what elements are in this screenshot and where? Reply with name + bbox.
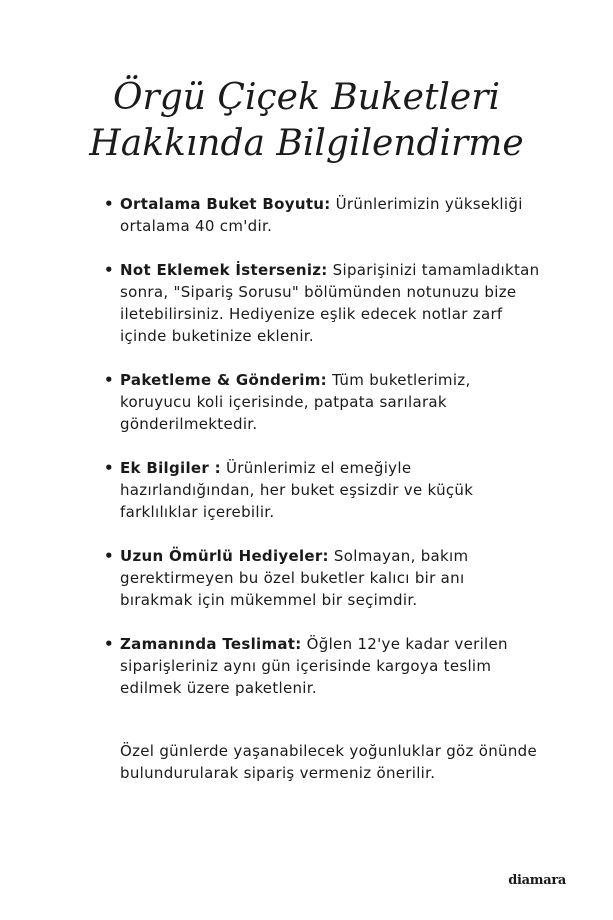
info-item-timely-delivery <box>104 633 540 699</box>
info-item-label: Not Eklemek İsterseniz: <box>120 261 328 279</box>
info-item-label: Ek Bilgiler : <box>120 459 221 477</box>
info-item-bouquet-size <box>104 193 540 237</box>
info-list <box>104 193 540 721</box>
bullet-icon: • <box>104 261 114 279</box>
info-item-label: Ortalama Buket Boyutu: <box>120 195 331 213</box>
bullet-icon: • <box>104 371 114 389</box>
info-item-text: Siparişinizi tamamladıktan sonra, "Sipariş Sorusu" bölümünden notunuzu bize iletebilirsiniz. Hediyenize eşlik edecek notlar zarf içinde buketinize eklenir. <box>120 261 540 345</box>
info-item-text: Öğlen 12'ye kadar verilen siparişleriniz aynı gün içerisinde kargoya teslim edilmek üzere paketlenir. <box>120 635 508 697</box>
bullet-icon: • <box>104 195 114 213</box>
info-item-text: Tüm buketlerimiz, koruyucu koli içerisinde, patpata sarılarak gönderilmektedir. <box>120 371 471 433</box>
info-item-packaging-shipping <box>104 369 540 435</box>
info-item-add-note <box>104 259 540 347</box>
info-item-label: Uzun Ömürlü Hediyeler: <box>120 547 329 565</box>
info-item-extra-info <box>104 457 540 523</box>
info-item-text: Ürünlerimizin yüksekliği ortalama 40 cm'dir. <box>120 195 523 235</box>
bullet-icon: • <box>104 635 114 653</box>
info-item-label: Paketleme & Gönderim: <box>120 371 327 389</box>
page-title <box>0 75 613 167</box>
closing-note: Özel günlerde yaşanabilecek yoğunluklar göz önünde bulundurularak sipariş vermeniz önerilir. <box>120 742 538 782</box>
bullet-icon: • <box>104 547 114 565</box>
brand-logo: diamara <box>508 873 566 888</box>
info-item-label: Zamanında Teslimat: <box>120 635 302 653</box>
bullet-icon: • <box>104 459 114 477</box>
info-item-text: Ürünlerimiz el emeğiyle hazırlandığından, her buket eşsizdir ve küçük farklılıklar içerebilir. <box>120 459 474 521</box>
page-title-line-1: Örgü Çiçek Buketleri <box>113 77 500 118</box>
page-title-line-2: Hakkında Bilgilendirme <box>89 123 524 164</box>
info-item-text: Solmayan, bakım gerektirmeyen bu özel buketler kalıcı bir anı bırakmak için mükemmel bir seçimdir. <box>120 547 469 609</box>
info-item-long-lasting-gifts <box>104 545 540 611</box>
